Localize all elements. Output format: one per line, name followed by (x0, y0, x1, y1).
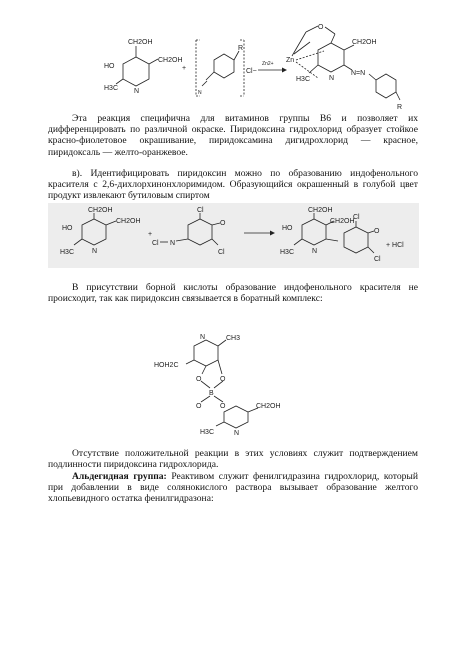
product-ho: HO (282, 225, 293, 232)
label-n2: N (170, 240, 176, 247)
label-h3c: H3C (60, 249, 75, 256)
product-zn: Zn (286, 57, 295, 64)
product-cl-top: Cl (353, 214, 360, 221)
label-n-bot: N (234, 430, 240, 437)
paragraph-4: Отсутствие положительной реакции в этих условиях служит подтверждением подлинности пиридоксина гидрохлорида. (48, 448, 418, 471)
label-h3c: H3C (104, 85, 119, 92)
product-ch2oh: CH2OH (352, 39, 377, 46)
label-ho: HO (104, 63, 115, 70)
product-quinone-ring (344, 227, 368, 253)
borate-complex-figure (152, 322, 302, 437)
bottom-pyridine-ring (224, 406, 248, 428)
product-o: O (374, 228, 380, 235)
label-n: N (134, 88, 140, 95)
product-ch2oh-2: CH2OH (330, 218, 355, 225)
label-ch2oh-top: CH2OH (88, 207, 113, 214)
label-ch2oh: CH2OH (128, 39, 153, 46)
product-pyridine-ring (302, 219, 326, 245)
label-n-top: N (200, 334, 206, 341)
plus-sign: + (182, 65, 187, 72)
label-n: N (92, 248, 98, 255)
paragraph-3: В присутствии борной кислоты образование индофенольного красителя не происходит, так как пиридоксин связывается в боратный комплекс: (48, 282, 418, 305)
label-ch2oh: CH2OH (116, 218, 141, 225)
product-cl-bot: Cl (374, 256, 381, 263)
label-cl-n: Cl (152, 240, 159, 247)
label-cl-bot: Cl (218, 249, 225, 256)
reaction-scheme-2 (48, 203, 419, 268)
label-n2: N (198, 90, 202, 96)
label-r: R (238, 45, 244, 52)
pyridine-ring (123, 57, 149, 86)
top-pyridine-ring (194, 340, 218, 366)
label-cl: Cl− (246, 68, 257, 75)
paragraph-5-body: Реактивом служит фенилгидразина гидрохлорид, который при добавлении в виде солянокислого раствора вызывает образование желтого хлопьевидного остатка фенилгидразона: (48, 471, 418, 505)
arrow-label: Zn2+ (262, 61, 274, 67)
product-h3c: H3C (280, 249, 295, 256)
label-o1: O (196, 376, 202, 383)
product-hcl: + HCl (386, 242, 404, 249)
label-h3c: H3C (200, 429, 215, 436)
label-hoh2c: HOH2C (154, 362, 179, 369)
quinone-ring (188, 219, 212, 245)
label-ch2oh: CH2OH (256, 403, 281, 410)
paragraph-1: Эта реакция специфична для витаминов группы В6 и позволяет их дифференцировать по различной окраске. Пиридоксина гидрохлорид образует стойкое красно-фиолетовое окрашивание, пиридоксамина дигидрохлорид — красное, пиридоксаль — желто-оранжевое. (48, 113, 418, 158)
label-ch2oh-right: CH2OH (158, 57, 183, 64)
plus-sign: + (148, 231, 153, 238)
label-o: O (220, 220, 226, 227)
product-h3c: H3C (296, 76, 311, 83)
label-ho: HO (62, 225, 73, 232)
benzene-ring (214, 54, 234, 78)
label-b: B (209, 390, 214, 397)
product-azo: N=N (351, 70, 366, 77)
label-ch3: CH3 (226, 335, 241, 342)
paragraph-5 (48, 471, 418, 505)
pyridoxine-ring (82, 219, 106, 245)
product-pyridine-ring (318, 43, 344, 72)
label-o4: O (220, 403, 226, 410)
paragraph-2: в). Идентифицировать пиридоксин можно по образованию индофенольного красителя с 2,6-дихлорхинонхлоримидом. Образующийся окрашенный в голубой цвет продукт извлекают бутиловым спиртом (48, 168, 418, 202)
paragraph-5-heading: Альдегидная группа: (72, 471, 167, 482)
label-o3: O (196, 403, 202, 410)
label-o2: O (220, 376, 226, 383)
product-ch2oh: CH2OH (308, 207, 333, 214)
product-o: O (318, 24, 324, 31)
product-n: N (329, 75, 335, 82)
label-cl-top: Cl (197, 207, 204, 214)
product-benzene-ring (376, 74, 396, 98)
product-n: N (312, 248, 318, 255)
reaction-scheme-1 (96, 18, 406, 113)
product-r: R (397, 104, 403, 111)
